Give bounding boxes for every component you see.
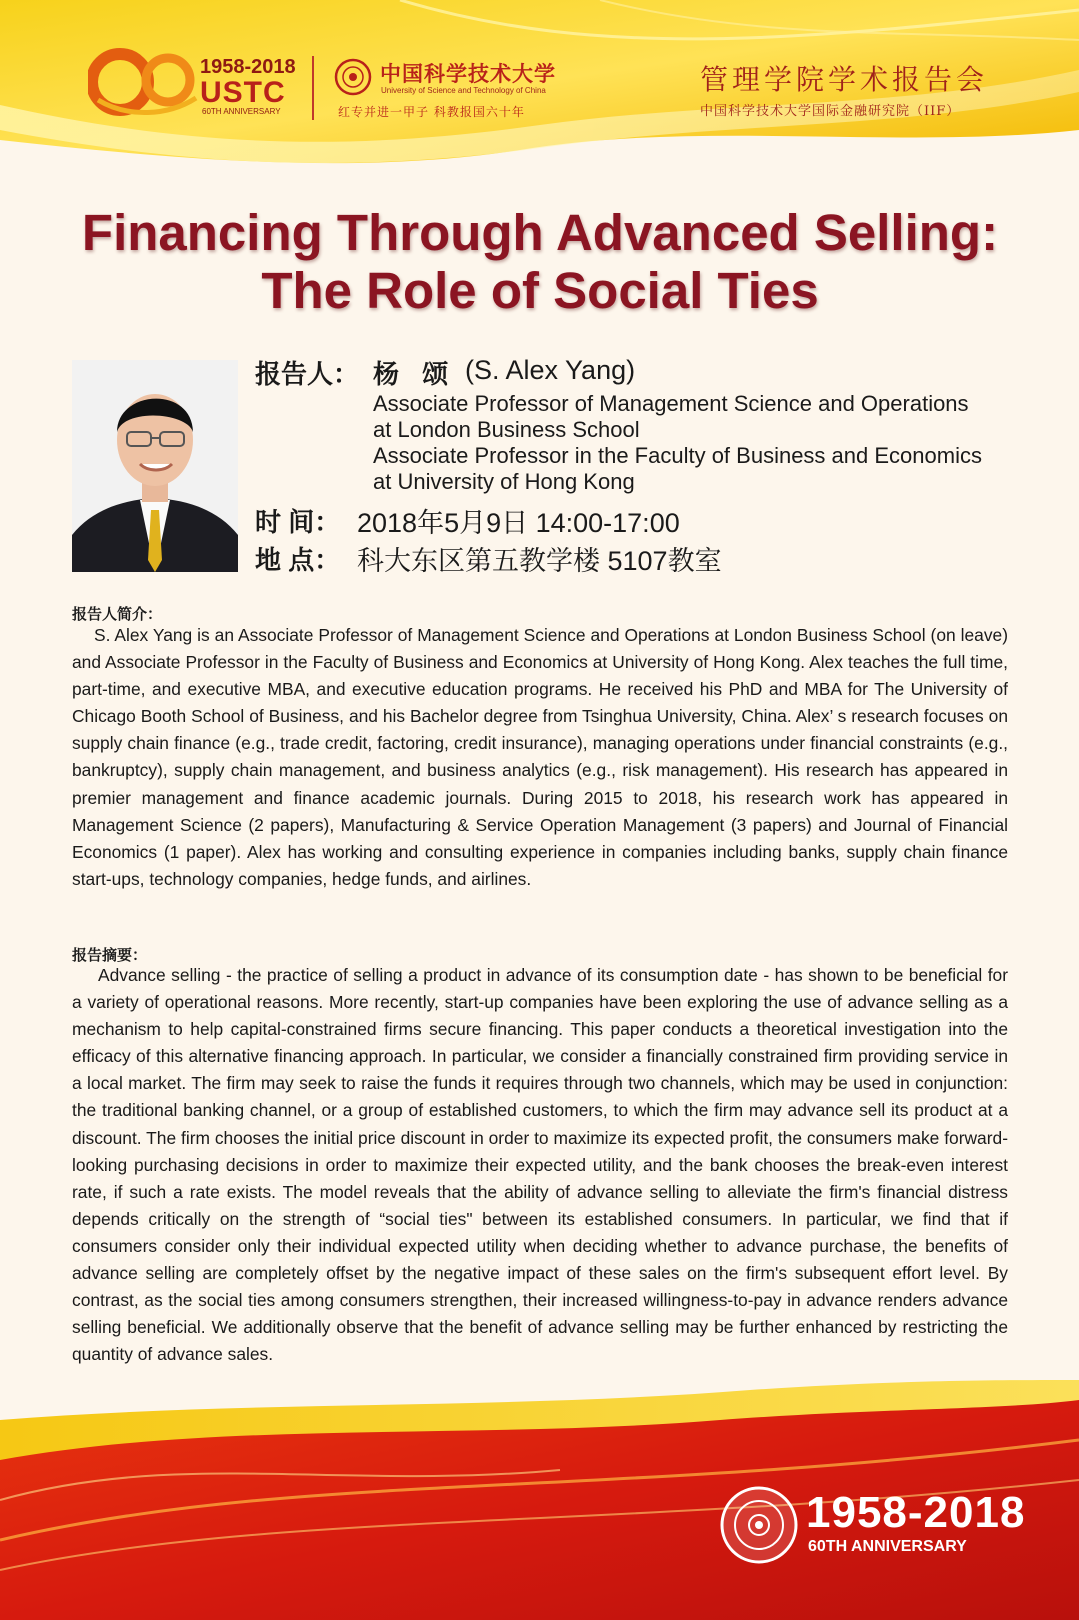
university-name-cn: 中国科学技术大学: [380, 61, 556, 86]
header: [0, 0, 1079, 150]
university-seal-icon: [334, 58, 372, 96]
bio-text: S. Alex Yang is an Associate Professor of Management Science and Operations at London Business School (on leave) and Associate Professor in the Faculty of Business and Economics at University of Hong Kong. Alex teaches the full time, part-time, and executive MBA, and executive education programs. He received his PhD and MBA for The University of Chicago Booth School of Business, and his Bachelor degree from Tsinghua University, China. Alex’ s research focuses on supply chain finance (e.g., trade credit, factoring, credit insurance), managing operations under financial constraints (e.g., bankruptcy), supply chain management, and business analytics (e.g., risk management). His research has appeared in premier management and finance academic journals. During 2015 to 2018, his research work has appeared in Management Science (2 papers), Manufacturing & Service Operation Management (3 papers) and Journal of Financial Economics (1 paper). Alex has working and consulting experience in companies including banks, supply chain finance start-ups, technology companies, hedge funds, and airlines.: [72, 625, 1008, 889]
bio-heading: 报告人简介：: [72, 606, 163, 623]
footer-anniversary-years: 1958-2018: [806, 1488, 1026, 1537]
speaker-name-en: (S. Alex Yang): [465, 355, 636, 385]
speaker-name-cn: 杨 颂: [373, 359, 457, 389]
location-label: 地 点：: [255, 545, 341, 575]
speaker-affiliation-line: Associate Professor of Management Science and Operations: [373, 391, 969, 416]
university-name-en: University of Science and Technology of China: [381, 86, 546, 95]
time-label: 时 间：: [255, 507, 341, 537]
speaker-photo: [72, 360, 238, 572]
speaker-affiliation-line: at University of Hong Kong: [373, 469, 635, 494]
speaker-affiliation-line: at London Business School: [373, 417, 640, 442]
series-title: 管理学院学术报告会: [700, 63, 989, 96]
speaker-label: 报告人：: [255, 359, 360, 389]
location-value: 科大东区第五教学楼 5107教室: [357, 546, 722, 576]
header-divider: [312, 56, 314, 120]
speaker-affiliation-line: Associate Professor in the Faculty of Business and Economics: [373, 443, 982, 468]
footer-anniversary-caption: 60TH ANNIVERSARY: [808, 1538, 967, 1555]
time-value: 2018年5月9日 14:00-17:00: [357, 508, 680, 538]
abstract-text: Advance selling - the practice of selling a product in advance of its consumption date - has shown to be beneficial for a variety of operational reasons. More recently, start-up companies have been exploring the use of advance selling as a mechanism to help capital-constrained firms secure financing. This paper conducts a theoretical investigation into the efficacy of this alternative financing approach. In particular, we consider a financially constrained firm providing service in a local market. The firm may seek to raise the funds it requires through two channels, which may be used in conjunction: the traditional banking channel, or a group of established customers, to which the firm may advance sell its product at a discount. The firm chooses the initial price discount in order to maximize its expected profit, the consumers make forward-looking purchasing decisions in order to maximize their expected utility, and the bank chooses the break-even interest rate, if such a rate exists. The model reveals that the ability of advance selling to alleviate the firm's financial distress depends critically on the strength of “social ties" between its established consumers. In particular, we find that if consumers consider only their individual expected utility when deciding whether to advance purchase, the benefits of advance selling are completely offset by the negative impact of these sales on the firm's subsequent effort level. By contrast, as the social ties among consumers strengthen, their increased willingness-to-pay in advance renders advance selling beneficial. We additionally observe that the benefit of advance selling may be further enhanced by restricting the quantity of advance sales.: [72, 965, 1008, 1365]
anniversary-org: USTC: [200, 76, 286, 109]
abstract-heading: 报告摘要：: [72, 947, 148, 964]
anniversary-years: 1958-2018: [200, 56, 296, 78]
series-subtitle: 中国科学技术大学国际金融研究院（IIF）: [700, 104, 961, 119]
talk-title-line2: The Role of Social Ties: [261, 262, 819, 319]
university-seal-icon: [718, 1484, 800, 1566]
university-slogan: 红专并进一甲子 科教报国六十年: [338, 105, 525, 119]
talk-title: [40, 204, 1040, 320]
talk-title-line1: Financing Through Advanced Selling:: [81, 204, 999, 261]
anniversary-caption: 60TH ANNIVERSARY: [202, 107, 281, 116]
sixtieth-anniversary-logo: [88, 40, 198, 120]
